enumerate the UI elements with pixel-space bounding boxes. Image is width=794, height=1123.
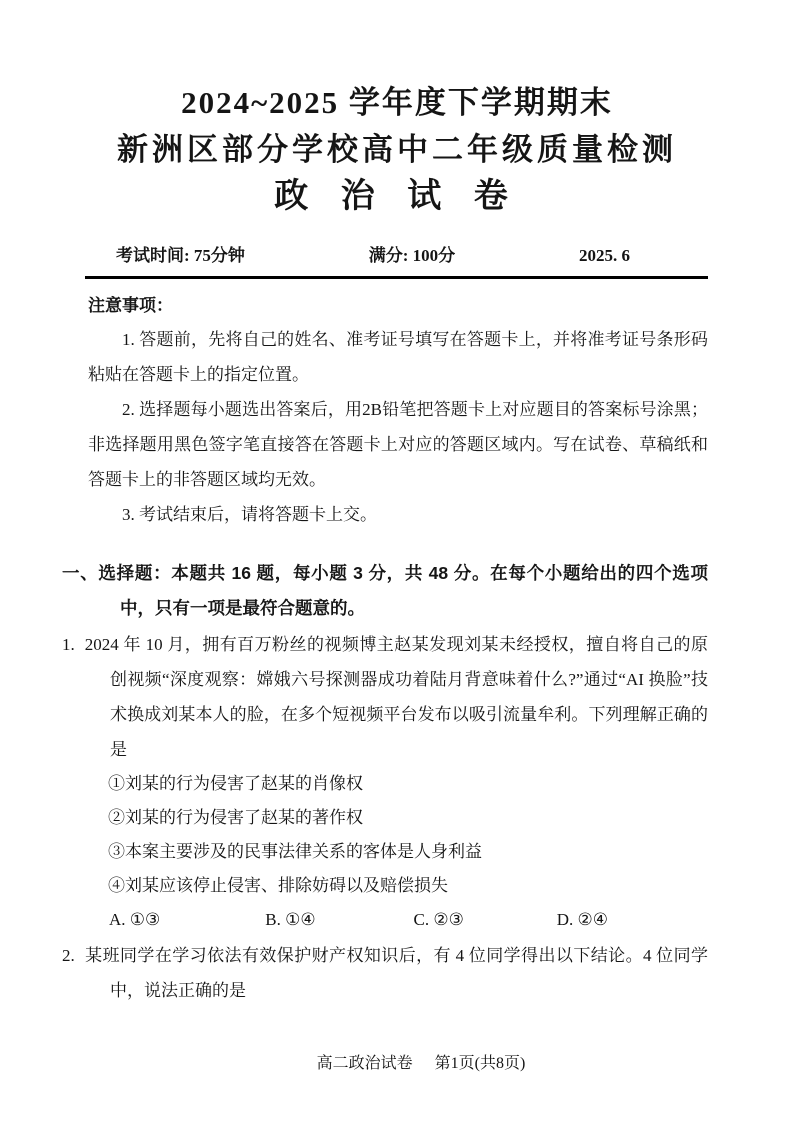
choice-d: D. ②④ bbox=[556, 910, 609, 929]
question-1-choices bbox=[109, 903, 708, 937]
footer-doc-name: 高二政治试卷 bbox=[316, 1055, 413, 1072]
exam-info-row bbox=[88, 244, 708, 268]
sub-option-4: ④刘某应该停止侵害、排除妨碍以及赔偿损失 bbox=[108, 876, 448, 895]
sub-option-2: ②刘某的行为侵害了赵某的著作权 bbox=[108, 808, 363, 827]
choice-a: A. ①③ bbox=[109, 910, 161, 929]
header-divider-rule bbox=[85, 276, 708, 279]
exam-subject-title: 政 治 试 卷 bbox=[274, 178, 520, 215]
question-2-stem bbox=[62, 938, 708, 1008]
question-2 bbox=[62, 938, 708, 1008]
question-1-sub-options bbox=[108, 767, 708, 903]
choice-c: C. ②③ bbox=[413, 910, 464, 929]
footer-page-indicator: 第1页(共8页) bbox=[434, 1055, 526, 1072]
notice-item-3: 3. 考试结束后，请将答题卡上交。 bbox=[122, 505, 377, 524]
question-1-stem bbox=[62, 627, 708, 767]
notice-item-1: 1. 答题前，先将自己的姓名、准考证号填写在答题卡上，并将准考证号条形码粘贴在答题卡上的指定位置。 bbox=[88, 330, 708, 384]
section-1-heading: 一、选择题：本题共 16 题，每小题 3 分，共 48 分。在每个小题给出的四个选项中，只有一项是最符合题意的。 bbox=[62, 563, 708, 618]
exam-term-title: 2024~2025 学年度下学期期末 bbox=[181, 85, 613, 120]
choice-b: B. ①④ bbox=[265, 910, 316, 929]
exam-duration-label: 考试时间: 75分钟 bbox=[116, 246, 245, 265]
exam-district-title: 新洲区部分学校高中二年级质量检测 bbox=[117, 132, 677, 167]
sub-option-3: ③本案主要涉及的民事法律关系的客体是人身利益 bbox=[108, 842, 482, 861]
question-2-stem-text: 某班同学在学习依法有效保护财产权知识后，有 4 位同学得出以下结论。4 位同学中，说法正确的是 bbox=[84, 946, 708, 1000]
page-footer bbox=[24, 1053, 794, 1075]
notices-heading: 注意事项： bbox=[88, 296, 173, 315]
title-block bbox=[0, 84, 794, 218]
exam-full-score-label: 满分: 100分 bbox=[368, 246, 456, 265]
exam-date-label: 2025. 6 bbox=[579, 246, 630, 265]
notice-item-2: 2. 选择题每小题选出答案后，用2B铅笔把答题卡上对应题目的答案标号涂黑；非选择题用黑色签字笔直接答在答题卡上对应的答题区域内。写在试卷、草稿纸和答题卡上的非答题区域均无效。 bbox=[88, 400, 708, 489]
question-1-stem-text: 2024 年 10 月，拥有百万粉丝的视频博主赵某发现刘某未经授权，擅自将自己的原创视频“深度观察：嫦娥六号探测器成功着陆月背意味着什么?”通过“AI 换脸”技术换成刘某本人的脸，在多个短视频平台发布以吸引流量牟利。下列理解正确的是 bbox=[84, 635, 708, 759]
question-1 bbox=[62, 627, 708, 937]
question-2-number: 2. bbox=[62, 946, 75, 965]
question-1-number: 1. bbox=[62, 635, 75, 654]
page-content bbox=[0, 244, 794, 1008]
notices-block bbox=[88, 322, 708, 532]
sub-option-1: ①刘某的行为侵害了赵某的肖像权 bbox=[108, 774, 363, 793]
